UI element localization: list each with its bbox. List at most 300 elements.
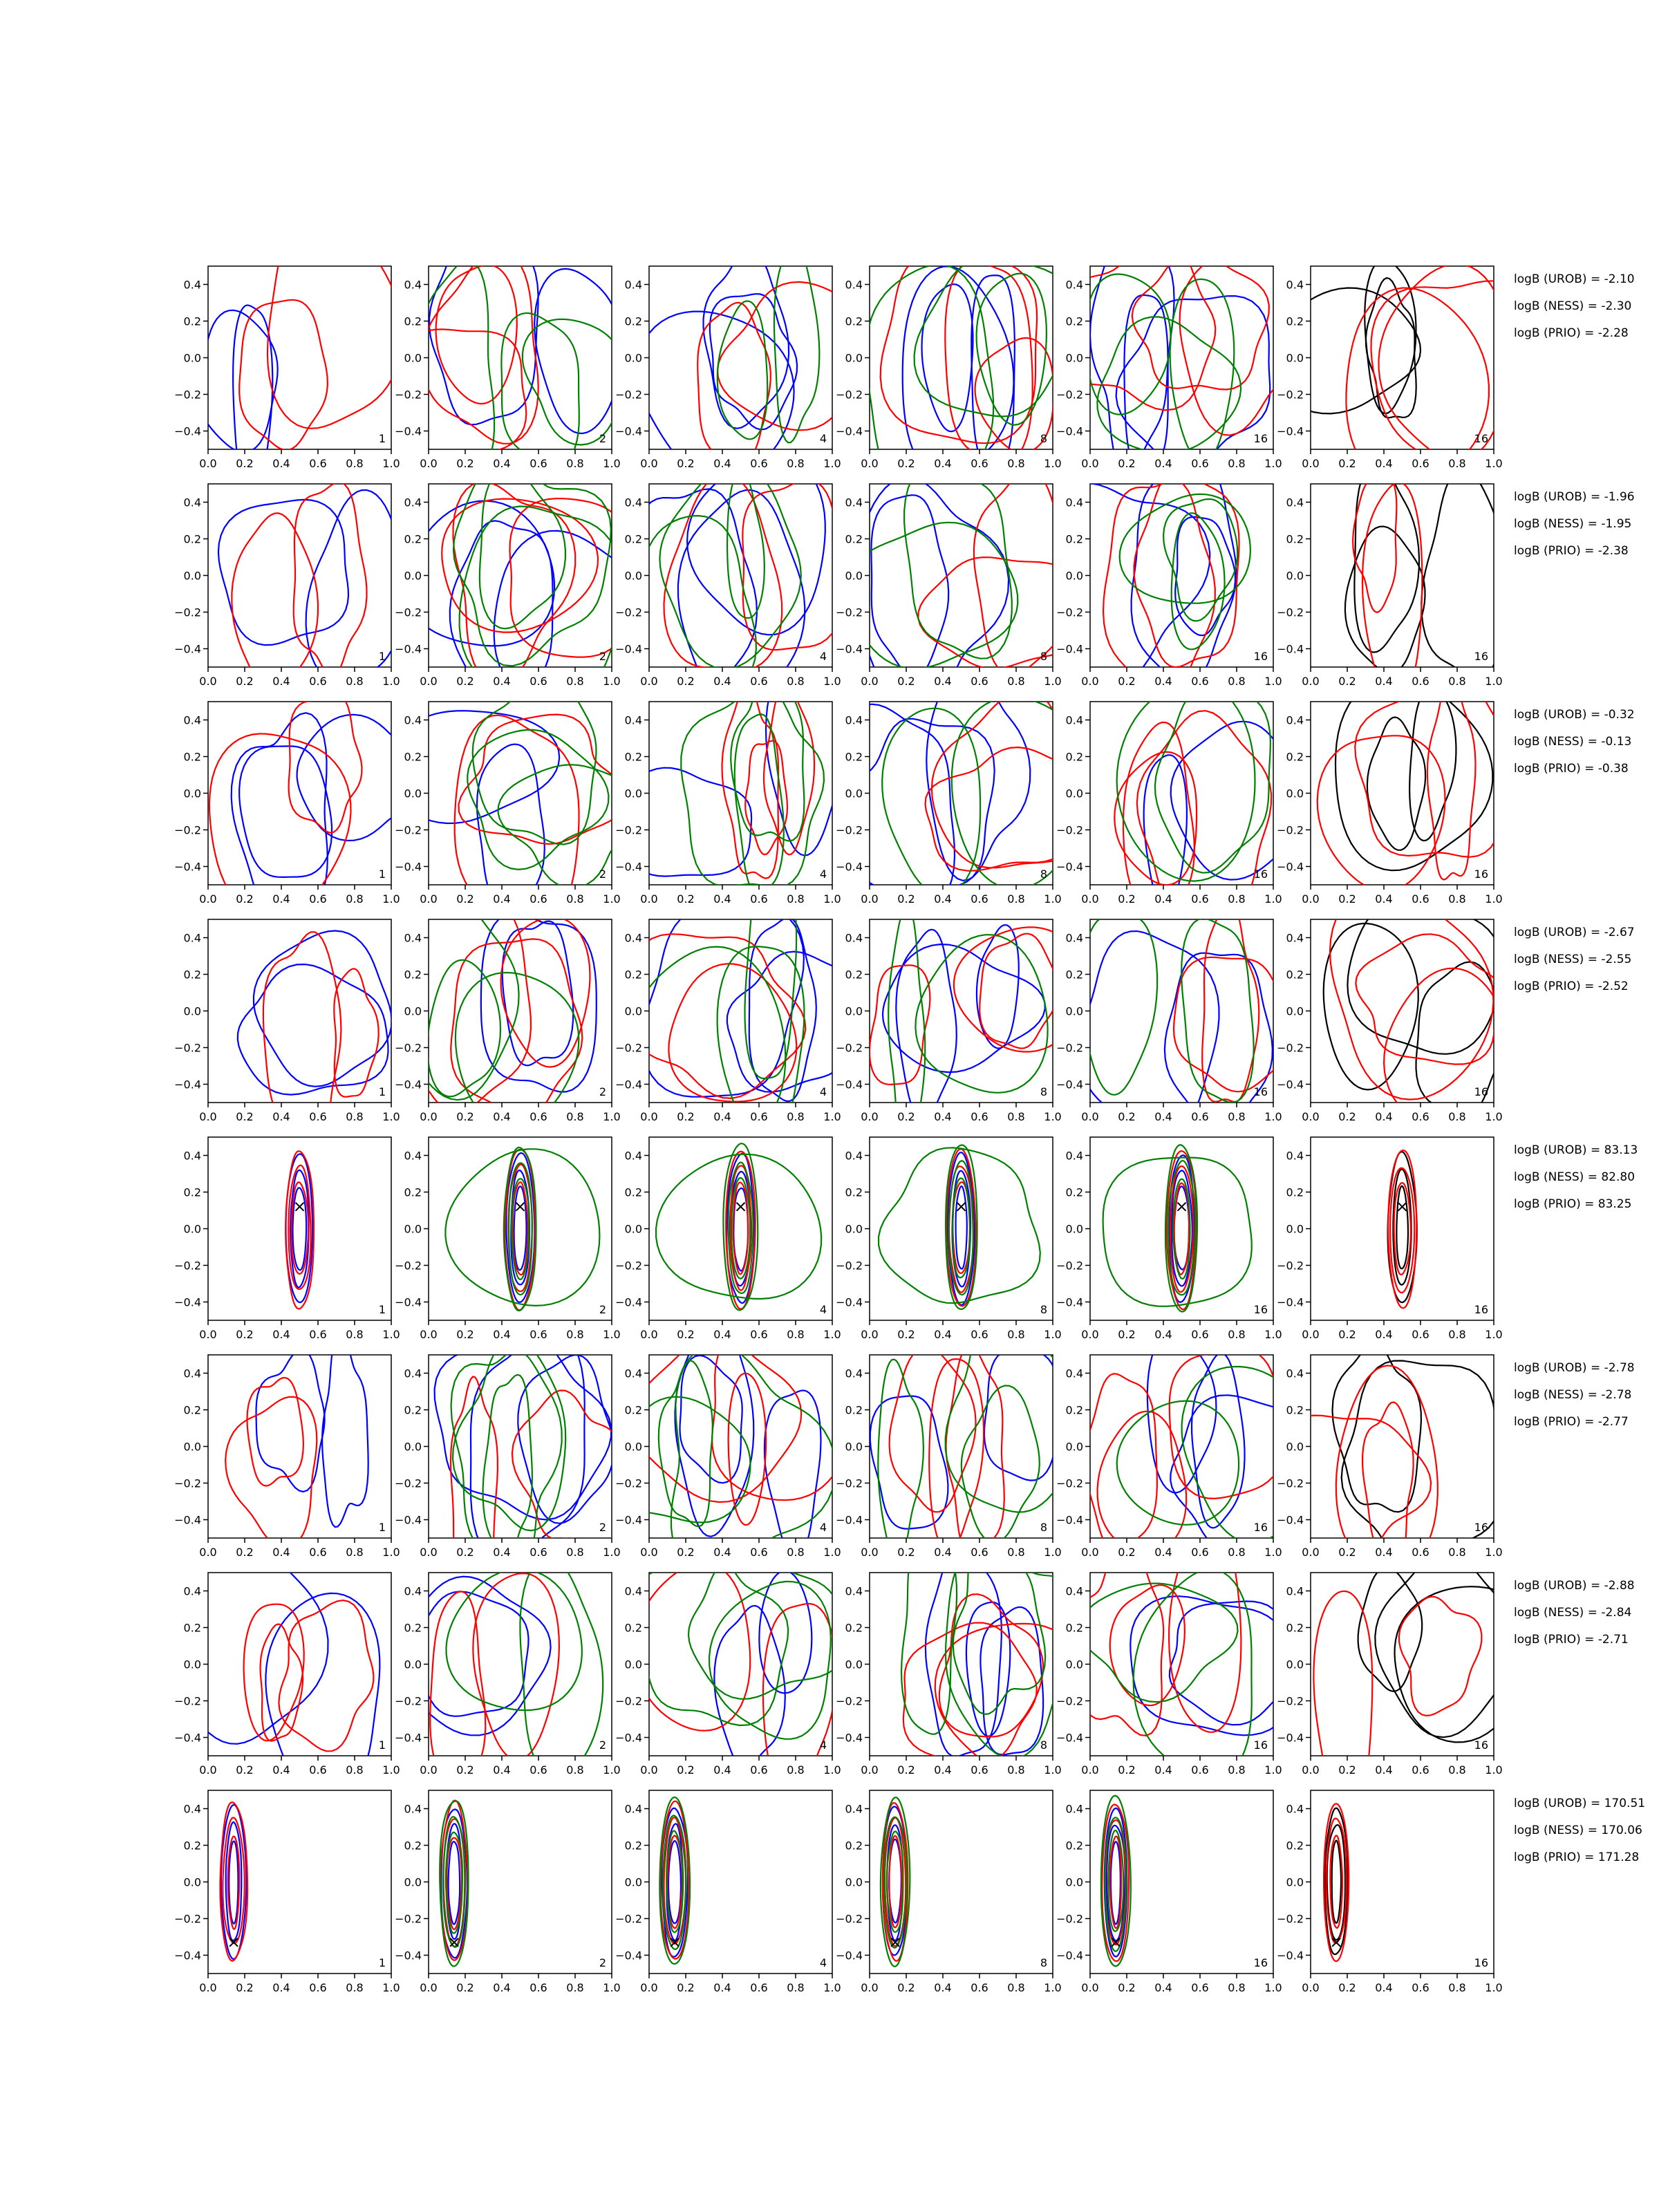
panel-r7-c1	[147, 1535, 400, 1802]
panel-sample-label: 8	[1040, 1303, 1047, 1316]
x-tick-label: 0.8	[787, 1546, 805, 1559]
y-tick-label: 0.0	[404, 351, 422, 365]
x-tick-label: 0.6	[1412, 1110, 1430, 1123]
y-tick-label: 0.2	[1065, 750, 1083, 764]
y-tick-label: −0.2	[1277, 388, 1304, 402]
x-tick-label: 0.2	[897, 1328, 915, 1341]
panel-sample-label: 8	[1040, 432, 1047, 445]
axes-frame	[1090, 1137, 1273, 1320]
panel-sample-label: 4	[819, 868, 827, 881]
panel-sample-label: 16	[1253, 868, 1268, 881]
y-tick-label: −0.4	[174, 1731, 201, 1745]
x-tick-label: 0.2	[236, 892, 254, 906]
x-tick-label: 0.6	[971, 1981, 988, 1994]
x-tick-label: 0.4	[1375, 1328, 1393, 1341]
panel-r4-c2	[390, 894, 621, 1128]
x-tick-label: 0.6	[529, 1546, 547, 1559]
x-tick-label: 0.6	[1412, 1328, 1430, 1341]
x-tick-label: 1.0	[603, 1546, 621, 1559]
y-tick-label: 0.4	[845, 1802, 863, 1816]
x-tick-label: 0.0	[199, 675, 217, 688]
panel-r3-c5	[1056, 682, 1306, 910]
x-tick-label: 1.0	[603, 457, 621, 470]
x-tick-label: 0.8	[566, 1763, 584, 1777]
y-tick-label: −0.4	[395, 1949, 422, 1962]
x-tick-label: 1.0	[1044, 1981, 1062, 1994]
y-tick-label: 0.0	[183, 1658, 201, 1671]
x-tick-label: 0.0	[1302, 1981, 1320, 1994]
x-tick-label: 0.0	[1302, 1328, 1320, 1341]
panel-sample-label: 16	[1474, 1521, 1488, 1534]
x-tick-label: 0.6	[750, 892, 768, 906]
x-tick-label: 0.4	[272, 1328, 290, 1341]
logb-text: logB (PRIO) = -2.77	[1514, 1415, 1629, 1429]
panel-r8-c5	[1056, 1790, 1282, 1994]
y-tick-label: −0.4	[1277, 1731, 1304, 1745]
x-tick-label: 0.2	[456, 457, 474, 470]
x-tick-label: 0.2	[677, 892, 695, 906]
x-tick-label: 0.2	[677, 1546, 695, 1559]
y-tick-label: −0.4	[395, 1731, 422, 1745]
logb-text: logB (UROB) = -2.88	[1514, 1579, 1635, 1593]
x-tick-label: 0.0	[420, 1981, 438, 1994]
axes-frame	[870, 1355, 1053, 1538]
x-tick-label: 0.4	[493, 457, 511, 470]
logb-text: logB (NESS) = 82.80	[1514, 1170, 1635, 1184]
x-tick-label: 0.0	[861, 1328, 879, 1341]
axes-frame	[1090, 484, 1273, 667]
y-tick-label: −0.2	[174, 388, 201, 402]
x-tick-label: 0.4	[713, 457, 731, 470]
y-tick-label: 0.4	[404, 1802, 422, 1816]
x-tick-label: 0.6	[750, 457, 768, 470]
axes-frame	[870, 919, 1053, 1103]
x-tick-label: 0.2	[236, 1763, 254, 1777]
x-tick-label: 0.4	[713, 1328, 731, 1341]
logb-text: logB (PRIO) = -0.38	[1514, 762, 1629, 776]
x-tick-label: 0.4	[1375, 457, 1393, 470]
x-tick-label: 0.8	[1448, 1763, 1466, 1777]
panel-r3-c1	[174, 693, 439, 923]
panel-r8-c3	[615, 1790, 841, 1994]
x-tick-label: 1.0	[823, 1328, 841, 1341]
x-tick-label: 1.0	[823, 1981, 841, 1994]
x-tick-label: 0.6	[309, 1546, 327, 1559]
y-tick-label: 0.0	[404, 1440, 422, 1454]
y-tick-label: 0.0	[845, 1222, 863, 1236]
panel-sample-label: 4	[819, 1521, 827, 1534]
panel-sample-label: 16	[1253, 650, 1268, 663]
x-tick-label: 0.2	[456, 892, 474, 906]
x-tick-label: 0.8	[346, 457, 364, 470]
x-tick-label: 0.0	[420, 675, 438, 688]
y-tick-label: 0.0	[845, 569, 863, 583]
y-tick-label: −0.4	[1277, 424, 1304, 438]
y-tick-label: −0.2	[615, 1912, 642, 1926]
panel-r2-c3	[615, 455, 843, 716]
axes-frame	[1090, 919, 1273, 1103]
y-tick-label: 0.0	[183, 1440, 201, 1454]
panel-sample-label: 4	[819, 1303, 827, 1316]
y-tick-label: −0.2	[395, 1041, 422, 1055]
y-tick-label: 0.4	[1065, 1149, 1083, 1163]
panel-r3-c2	[391, 671, 646, 928]
panel-r7-c2	[386, 1557, 621, 1779]
y-tick-label: 0.2	[845, 750, 863, 764]
x-tick-label: 0.0	[1302, 1546, 1320, 1559]
y-tick-label: 0.2	[1286, 1403, 1304, 1417]
panel-sample-label: 8	[1040, 1085, 1047, 1098]
x-tick-label: 0.0	[420, 1763, 438, 1777]
y-tick-label: −0.2	[174, 1477, 201, 1490]
y-tick-label: −0.2	[615, 823, 642, 837]
y-tick-label: −0.4	[174, 1295, 201, 1309]
panel-r5-c5	[1056, 1137, 1282, 1341]
y-tick-label: 0.4	[1065, 278, 1083, 292]
panel-sample-label: 1	[378, 432, 386, 445]
x-tick-label: 0.8	[346, 1763, 364, 1777]
x-tick-label: 0.2	[677, 1110, 695, 1123]
x-tick-label: 0.4	[934, 1328, 952, 1341]
y-tick-label: −0.4	[615, 860, 642, 874]
logb-text: logB (NESS) = -2.84	[1514, 1606, 1632, 1620]
x-tick-label: 1.0	[382, 675, 400, 688]
x-tick-label: 0.8	[1007, 1110, 1025, 1123]
y-tick-label: 0.2	[1286, 1839, 1304, 1853]
panel-sample-label: 16	[1253, 1738, 1268, 1752]
y-tick-label: 0.4	[1286, 278, 1304, 292]
panel-r6-c6	[1277, 1343, 1503, 1571]
x-tick-label: 0.8	[566, 1110, 584, 1123]
axes-frame	[1090, 1573, 1273, 1756]
x-tick-label: 0.8	[1228, 1546, 1246, 1559]
y-tick-label: 0.4	[624, 1149, 642, 1163]
x-tick-label: 0.8	[1007, 892, 1025, 906]
x-tick-label: 0.8	[346, 1328, 364, 1341]
x-tick-label: 0.4	[1375, 1981, 1393, 1994]
x-tick-label: 1.0	[1264, 1328, 1282, 1341]
y-tick-label: 0.4	[1065, 1584, 1083, 1598]
panel-sample-label: 16	[1474, 1956, 1488, 1969]
x-tick-label: 0.0	[199, 457, 217, 470]
panel-sample-label: 2	[599, 432, 606, 445]
y-tick-label: −0.4	[836, 1513, 863, 1527]
x-tick-label: 0.6	[309, 1328, 327, 1341]
x-tick-label: 1.0	[1485, 892, 1503, 906]
x-tick-label: 0.0	[640, 1546, 658, 1559]
y-tick-label: 0.4	[1286, 713, 1304, 727]
panel-r1-c5	[1056, 209, 1308, 472]
y-tick-label: −0.2	[1277, 1694, 1304, 1708]
y-tick-label: 0.2	[845, 968, 863, 982]
y-tick-label: −0.2	[836, 1477, 863, 1490]
x-tick-label: 0.6	[309, 1981, 327, 1994]
x-tick-label: 0.0	[861, 675, 879, 688]
y-tick-label: 0.0	[183, 569, 201, 583]
y-tick-label: 0.0	[1065, 1440, 1083, 1454]
x-tick-label: 0.8	[1228, 1110, 1246, 1123]
y-tick-label: 0.0	[1065, 1004, 1083, 1018]
y-tick-label: −0.2	[1277, 1259, 1304, 1273]
y-tick-label: −0.2	[1056, 823, 1083, 837]
x-tick-label: 0.8	[1007, 1981, 1025, 1994]
panel-sample-label: 16	[1474, 868, 1488, 881]
x-tick-label: 1.0	[382, 1546, 400, 1559]
y-tick-label: −0.4	[395, 642, 422, 656]
y-tick-label: −0.4	[836, 1078, 863, 1091]
y-tick-label: 0.2	[404, 1621, 422, 1635]
x-tick-label: 1.0	[1485, 1981, 1503, 1994]
x-tick-label: 1.0	[1485, 1328, 1503, 1341]
logb-text: logB (UROB) = -2.78	[1514, 1361, 1635, 1375]
y-tick-label: 0.4	[845, 931, 863, 945]
logb-text: logB (PRIO) = -2.38	[1514, 544, 1629, 558]
x-tick-label: 0.6	[309, 1110, 327, 1123]
x-tick-label: 0.6	[529, 1328, 547, 1341]
y-tick-label: 0.4	[404, 278, 422, 292]
y-tick-label: 0.2	[183, 315, 201, 328]
panel-r4-c4	[836, 906, 1082, 1159]
x-tick-label: 0.8	[1007, 1328, 1025, 1341]
axes-frame	[1311, 266, 1494, 449]
axes-frame	[870, 484, 1053, 667]
y-tick-label: 0.4	[183, 931, 201, 945]
x-tick-label: 0.6	[971, 1110, 988, 1123]
y-tick-label: −0.2	[1056, 1259, 1083, 1273]
x-tick-label: 1.0	[823, 457, 841, 470]
x-tick-label: 0.2	[456, 1110, 474, 1123]
y-tick-label: −0.4	[836, 1949, 863, 1962]
x-tick-label: 0.0	[640, 892, 658, 906]
x-tick-label: 0.4	[713, 892, 731, 906]
x-tick-label: 0.8	[1448, 1110, 1466, 1123]
panel-sample-label: 1	[378, 868, 386, 881]
y-tick-label: −0.2	[395, 1912, 422, 1926]
x-tick-label: 0.0	[199, 1763, 217, 1777]
x-tick-label: 0.8	[346, 892, 364, 906]
x-tick-label: 0.2	[897, 675, 915, 688]
y-tick-label: −0.4	[615, 1731, 642, 1745]
x-tick-label: 0.0	[420, 892, 438, 906]
y-tick-label: −0.4	[1056, 424, 1083, 438]
y-tick-label: 0.2	[1065, 1403, 1083, 1417]
x-tick-label: 0.6	[1191, 892, 1209, 906]
logb-text: logB (PRIO) = 83.25	[1514, 1197, 1632, 1211]
x-tick-label: 0.2	[897, 1763, 915, 1777]
panel-r7-c4	[836, 1532, 1093, 1777]
axes-frame	[870, 702, 1053, 885]
y-tick-label: 0.0	[1286, 1222, 1304, 1236]
y-tick-label: 0.0	[1065, 351, 1083, 365]
panel-r2-c6	[1277, 461, 1506, 705]
panel-r3-c6	[1277, 676, 1526, 906]
x-tick-label: 0.2	[456, 1546, 474, 1559]
y-tick-label: −0.2	[1056, 606, 1083, 619]
x-tick-label: 0.6	[529, 1763, 547, 1777]
y-tick-label: 0.0	[1065, 1222, 1083, 1236]
logb-text: logB (PRIO) = -2.52	[1514, 980, 1629, 993]
y-tick-label: 0.4	[1286, 931, 1304, 945]
x-tick-label: 0.2	[1118, 675, 1136, 688]
panel-r6-c2	[395, 1329, 621, 1597]
y-tick-label: 0.0	[845, 1658, 863, 1671]
y-tick-label: −0.2	[174, 606, 201, 619]
y-tick-label: 0.4	[404, 496, 422, 509]
x-tick-label: 0.2	[677, 675, 695, 688]
x-tick-label: 0.8	[1448, 675, 1466, 688]
y-tick-label: 0.0	[183, 1004, 201, 1018]
y-tick-label: 0.2	[404, 1403, 422, 1417]
x-tick-label: 0.4	[493, 1981, 511, 1994]
x-tick-label: 0.0	[1081, 1328, 1099, 1341]
x-tick-label: 0.8	[1228, 675, 1246, 688]
x-tick-label: 1.0	[1044, 892, 1062, 906]
x-tick-label: 0.2	[1118, 1328, 1136, 1341]
y-tick-label: 0.0	[845, 1875, 863, 1889]
x-tick-label: 0.0	[420, 1546, 438, 1559]
logb-text: logB (UROB) = -2.67	[1514, 926, 1635, 939]
x-tick-label: 1.0	[1044, 457, 1062, 470]
logb-text: logB (PRIO) = -2.71	[1514, 1633, 1629, 1647]
x-tick-label: 1.0	[382, 892, 400, 906]
panel-sample-label: 1	[378, 1956, 386, 1969]
x-tick-label: 0.6	[1191, 675, 1209, 688]
x-tick-label: 0.0	[861, 892, 879, 906]
y-tick-label: −0.2	[615, 1694, 642, 1708]
panel-sample-label: 8	[1040, 868, 1047, 881]
x-tick-label: 0.0	[861, 1110, 879, 1123]
x-tick-label: 0.2	[897, 1981, 915, 1994]
x-tick-label: 0.8	[566, 1328, 584, 1341]
y-tick-label: 0.4	[1286, 496, 1304, 509]
y-tick-label: 0.4	[404, 1149, 422, 1163]
logb-text: logB (UROB) = 170.51	[1514, 1797, 1646, 1810]
x-tick-label: 0.8	[346, 1981, 364, 1994]
x-tick-label: 0.0	[640, 457, 658, 470]
x-tick-label: 1.0	[603, 675, 621, 688]
y-tick-label: 0.2	[1286, 1621, 1304, 1635]
x-tick-label: 0.4	[1375, 1546, 1393, 1559]
x-tick-label: 1.0	[603, 1981, 621, 1994]
y-tick-label: −0.2	[836, 606, 863, 619]
y-tick-label: −0.2	[836, 1041, 863, 1055]
x-tick-label: 0.2	[1338, 1981, 1356, 1994]
panel-r6-c1	[174, 1331, 400, 1559]
x-tick-label: 0.0	[199, 1328, 217, 1341]
y-tick-label: 0.4	[1286, 1584, 1304, 1598]
panel-sample-label: 1	[378, 1738, 386, 1752]
y-tick-label: 0.4	[183, 1149, 201, 1163]
y-tick-label: −0.4	[395, 1078, 422, 1091]
y-tick-label: −0.2	[1277, 1041, 1304, 1055]
logb-text: logB (NESS) = -2.55	[1514, 953, 1632, 966]
contour-layer	[608, 1311, 874, 1581]
y-tick-label: 0.2	[404, 315, 422, 328]
x-tick-label: 0.2	[236, 675, 254, 688]
x-tick-label: 0.4	[1154, 457, 1172, 470]
x-tick-label: 1.0	[1485, 457, 1503, 470]
x-tick-label: 0.8	[1228, 457, 1246, 470]
x-tick-label: 1.0	[603, 1328, 621, 1341]
y-tick-label: 0.4	[624, 713, 642, 727]
axes-frame	[870, 1573, 1053, 1756]
y-tick-label: −0.2	[395, 823, 422, 837]
x-tick-label: 0.2	[236, 1981, 254, 1994]
logb-text: logB (NESS) = -0.13	[1514, 735, 1632, 749]
panel-sample-label: 4	[819, 432, 827, 445]
x-tick-label: 0.4	[493, 1328, 511, 1341]
y-tick-label: 0.0	[1286, 787, 1304, 800]
x-tick-label: 0.2	[1338, 1328, 1356, 1341]
axes-frame	[208, 266, 391, 449]
x-tick-label: 0.4	[934, 675, 952, 688]
y-tick-label: −0.4	[174, 860, 201, 874]
y-tick-label: 0.4	[845, 1584, 863, 1598]
y-tick-label: −0.4	[1277, 1295, 1304, 1309]
panel-r6-c3	[608, 1311, 874, 1581]
x-tick-label: 0.8	[566, 675, 584, 688]
y-tick-label: −0.2	[836, 1912, 863, 1926]
x-tick-label: 0.6	[750, 1328, 768, 1341]
x-tick-label: 0.8	[1448, 457, 1466, 470]
x-tick-label: 0.6	[309, 457, 327, 470]
y-tick-label: −0.4	[1056, 642, 1083, 656]
y-tick-label: 0.4	[1065, 1802, 1083, 1816]
x-tick-label: 1.0	[1264, 1110, 1282, 1123]
x-tick-label: 0.0	[199, 1546, 217, 1559]
y-tick-label: −0.2	[174, 823, 201, 837]
panel-sample-label: 2	[599, 1085, 606, 1098]
logb-text: logB (NESS) = 170.06	[1514, 1824, 1642, 1837]
y-tick-label: −0.4	[615, 642, 642, 656]
y-tick-label: −0.2	[1277, 1477, 1304, 1490]
y-tick-label: 0.2	[404, 1839, 422, 1853]
panel-r2-c1	[174, 482, 403, 694]
x-tick-label: 0.2	[1118, 1110, 1136, 1123]
panel-sample-label: 16	[1474, 650, 1488, 663]
panel-sample-label: 1	[378, 650, 386, 663]
x-tick-label: 0.8	[1228, 1328, 1246, 1341]
x-tick-label: 0.2	[1338, 1110, 1356, 1123]
x-tick-label: 0.0	[861, 1981, 879, 1994]
panel-r5-c4	[836, 1137, 1062, 1341]
y-tick-label: 0.0	[404, 1658, 422, 1671]
y-tick-label: −0.2	[836, 823, 863, 837]
x-tick-label: 1.0	[823, 892, 841, 906]
x-tick-label: 0.0	[199, 1981, 217, 1994]
x-tick-label: 0.6	[971, 892, 988, 906]
y-tick-label: −0.4	[395, 860, 422, 874]
y-tick-label: 0.0	[1286, 1440, 1304, 1454]
y-tick-label: −0.4	[1056, 860, 1083, 874]
y-tick-label: −0.2	[615, 1259, 642, 1273]
panel-r8-c4	[836, 1790, 1062, 1994]
y-tick-label: −0.2	[1056, 1041, 1083, 1055]
y-tick-label: 0.0	[404, 569, 422, 583]
x-tick-label: 0.2	[1118, 1763, 1136, 1777]
x-tick-label: 0.0	[861, 1763, 879, 1777]
y-tick-label: −0.4	[1277, 1513, 1304, 1527]
y-tick-label: 0.0	[1286, 1004, 1304, 1018]
y-tick-label: 0.4	[845, 1149, 863, 1163]
y-tick-label: 0.0	[1065, 787, 1083, 800]
x-tick-label: 0.0	[1081, 1763, 1099, 1777]
y-tick-label: 0.2	[1065, 315, 1083, 328]
x-tick-label: 0.4	[934, 457, 952, 470]
x-tick-label: 0.6	[1191, 1546, 1209, 1559]
y-tick-label: −0.2	[615, 388, 642, 402]
x-tick-label: 0.4	[493, 1763, 511, 1777]
